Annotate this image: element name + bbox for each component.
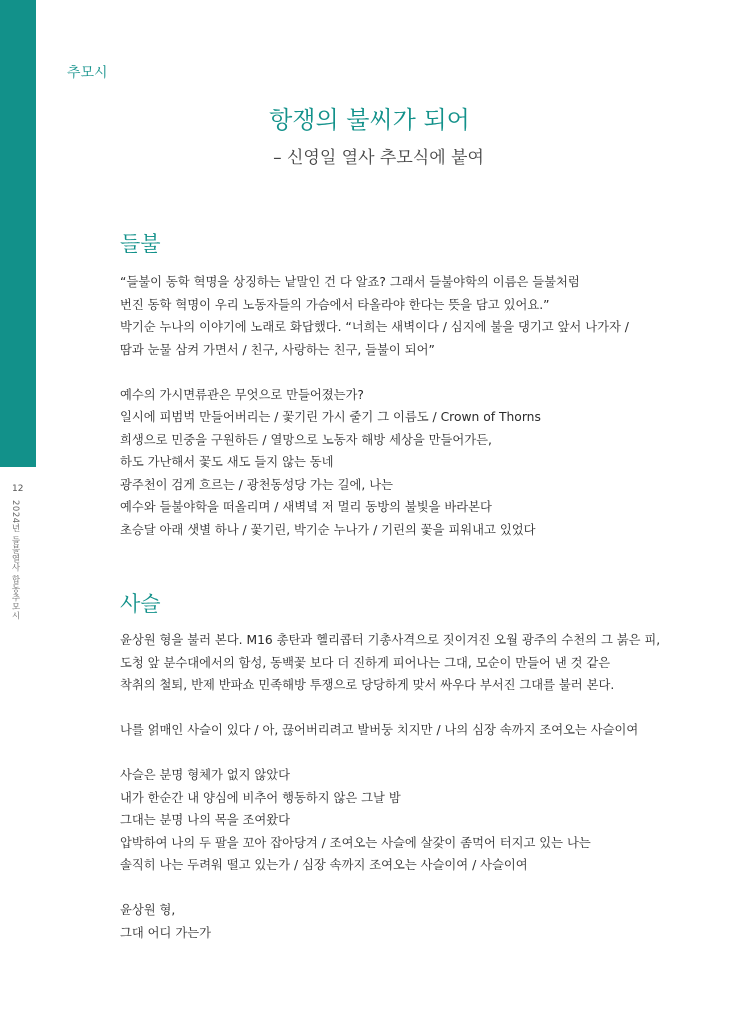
- poem-line: 예수의 가시면류관은 무엇으로 만들어졌는가?: [120, 387, 364, 402]
- poem-line: “들불이 동학 혁명을 상징하는 낱말인 건 다 알죠? 그래서 들불야학의 이름은 들불처럼: [120, 275, 580, 289]
- poem-line: 광주천이 검게 흐르는 / 광천동성당 가는 길에, 나는: [120, 477, 393, 492]
- poem-line: 나를 얽매인 사슬이 있다 / 아, 끊어버리려고 발버둥 치지만 / 나의 심장 속까지 조여오는 사슬이여: [120, 723, 639, 737]
- poem-line: 그대는 분명 나의 목을 조여왔다: [120, 813, 291, 827]
- section-body-deulbul: [120, 271, 720, 541]
- poem-line: 내가 한순간 내 양심에 비추어 행동하지 않은 그날 밤: [120, 790, 401, 805]
- poem-subtitle: – 신영일 열사 추모식에 붙여: [273, 148, 484, 168]
- poem-line: 그대 어디 가는가: [120, 925, 211, 940]
- section-body-saseul: [120, 629, 720, 944]
- category-label: 추모시: [67, 65, 108, 81]
- poem-line: 도청 앞 분수대에서의 함성, 동백꽃 보다 더 진하게 피어나는 그대, 모순이 만들어 낸 것 같은: [120, 655, 611, 670]
- stanza-gap: [120, 877, 720, 900]
- poem-line: 박기순 누나의 이야기에 노래로 화답했다. “너희는 새벽이다 / 심지에 불을 댕기고 앞서 나가자 /: [120, 320, 629, 334]
- poem-line: 일시에 피범벅 만들어버리는 / 꽃기린 가시 줄기 그 이름도 / Crown of Thorns: [120, 410, 541, 424]
- poem-line: 착취의 철퇴, 반제 반파쇼 민족해방 투쟁으로 당당하게 맞서 싸우다 부서진 그대를 불러 본다.: [120, 678, 615, 692]
- poem-line: 압박하여 나의 두 팔을 꼬아 잡아당겨 / 조여오는 사슬에 살갗이 좀먹어 터지고 있는 나는: [120, 835, 591, 850]
- stanza-gap: [120, 742, 720, 765]
- side-accent-bar: [0, 0, 36, 467]
- poem-line: 땀과 눈물 삼켜 가면서 / 친구, 사랑하는 친구, 들불이 되어”: [120, 342, 435, 357]
- poem-line: 하도 가난해서 꽃도 새도 들지 않는 동네: [120, 455, 334, 469]
- stanza-gap: [120, 361, 720, 384]
- poem-line: 윤상원 형,: [120, 903, 176, 917]
- poem-line: 초승달 아래 샛별 하나 / 꽃기린, 박기순 누나가 / 기린의 꽃을 피워내고 있었다: [120, 522, 536, 537]
- poem-line: 솔직히 나는 두려워 떨고 있는가 / 심장 속까지 조여오는 사슬이여 / 사슬이여: [120, 858, 528, 872]
- stanza-gap: [120, 697, 720, 720]
- poem-line: 희생으로 민중을 구원하든 / 열망으로 노동자 해방 세상을 만들어가든,: [120, 432, 492, 447]
- poem-line: 사슬은 분명 형체가 없지 않았다: [120, 768, 291, 782]
- page-number: 12: [12, 484, 24, 494]
- section-heading-saseul: 사슬: [120, 592, 161, 616]
- publication-title: 2024년 들불열사 합동추모시: [10, 500, 20, 621]
- poem-title: 항쟁의 불씨가 되어: [269, 106, 470, 134]
- poem-line: 윤상원 형을 불러 본다. M16 총탄과 헬리콥터 기총사격으로 짓이겨진 오월 광주의 수천의 그 붉은 피,: [120, 633, 661, 647]
- section-heading-deulbul: 들불: [120, 232, 161, 256]
- poem-line: 번진 동학 혁명이 우리 노동자들의 가슴에서 타올라야 한다는 뜻을 담고 있어요.”: [120, 297, 550, 312]
- poem-line: 예수와 들불야학을 떠올리며 / 새벽녘 저 멀리 동방의 불빛을 바라본다: [120, 500, 492, 514]
